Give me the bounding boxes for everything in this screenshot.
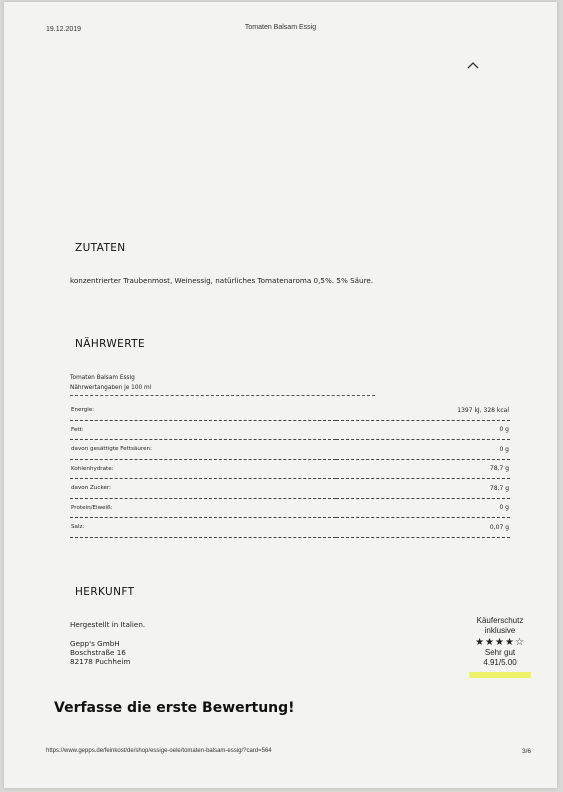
company-name: Gepp's GmbH	[70, 639, 120, 648]
badge-line2: inklusive	[484, 626, 516, 635]
nutrient-value: 78,7 g	[336, 479, 510, 499]
nutrient-label: Energie:	[70, 401, 336, 420]
company-city: 82178 Puchheim	[70, 657, 131, 666]
nutrient-label: Salz:	[70, 518, 336, 538]
nutrient-label: davon Zucker:	[70, 479, 336, 499]
origin-title: HERKUNFT	[75, 586, 135, 598]
table-row	[70, 420, 510, 440]
page-number: 3/6	[522, 748, 532, 755]
print-page	[4, 2, 557, 788]
nutrient-value: 0,07 g	[336, 518, 510, 538]
rating-word: Sehr gut	[484, 648, 516, 657]
nutrient-value: 0 g	[336, 420, 510, 440]
nutrient-value: 0 g	[336, 440, 510, 460]
nutrient-label: davon gesättigte Fettsäuren:	[70, 440, 336, 460]
buyer-protection-badge[interactable]	[459, 616, 541, 681]
ingredients-text: konzentrierter Traubenmost, Weinessig, natürliches Tomatenaroma 0,5%. 5% Säure.	[70, 276, 374, 285]
highlight-mark	[469, 672, 531, 678]
nutrient-label: Kohlenhydrate:	[70, 459, 336, 479]
table-row	[70, 459, 510, 479]
rating-score: 4.91/5.00	[483, 658, 517, 667]
print-title: Tomaten Balsam Essig	[244, 24, 317, 31]
nutrient-value: 78,7 g	[336, 459, 510, 479]
write-review-link[interactable]: Verfasse die erste Bewertung!	[54, 700, 295, 716]
divider	[70, 393, 375, 396]
chevron-up-icon[interactable]	[466, 60, 480, 70]
nutrition-product: Tomaten Balsam Essig	[70, 375, 135, 381]
company-street: Boschstraße 16	[70, 648, 126, 657]
nutrient-value: 0 g	[336, 498, 510, 518]
nutrient-value: 1397 kJ, 328 kcal	[336, 401, 510, 420]
table-row	[70, 498, 510, 518]
nutrient-label: Fett:	[70, 420, 336, 440]
rating-stars: ★★★★☆	[475, 637, 525, 648]
nutrition-table	[70, 401, 510, 538]
origin-text: Hergestellt in Italien.	[70, 620, 146, 629]
nutrition-header	[70, 373, 375, 396]
company-address	[70, 639, 130, 666]
table-row	[70, 518, 510, 538]
table-row	[70, 479, 510, 499]
nutrition-basis: Nährwertangaben je 100 ml	[70, 385, 152, 391]
table-row	[70, 401, 510, 420]
nutrient-label: Protein/Eiweiß:	[70, 498, 336, 518]
nutrition-title: NÄHRWERTE	[75, 338, 145, 350]
table-row	[70, 440, 510, 460]
badge-line1: Käuferschutz	[476, 616, 524, 625]
ingredients-title: ZUTATEN	[75, 242, 126, 254]
print-date: 19.12.2019	[46, 26, 82, 33]
print-url: https://www.gepps.de/feinkost/de/shop/essige-oele/tomaten-balsam-essig/?card=564	[46, 748, 272, 754]
